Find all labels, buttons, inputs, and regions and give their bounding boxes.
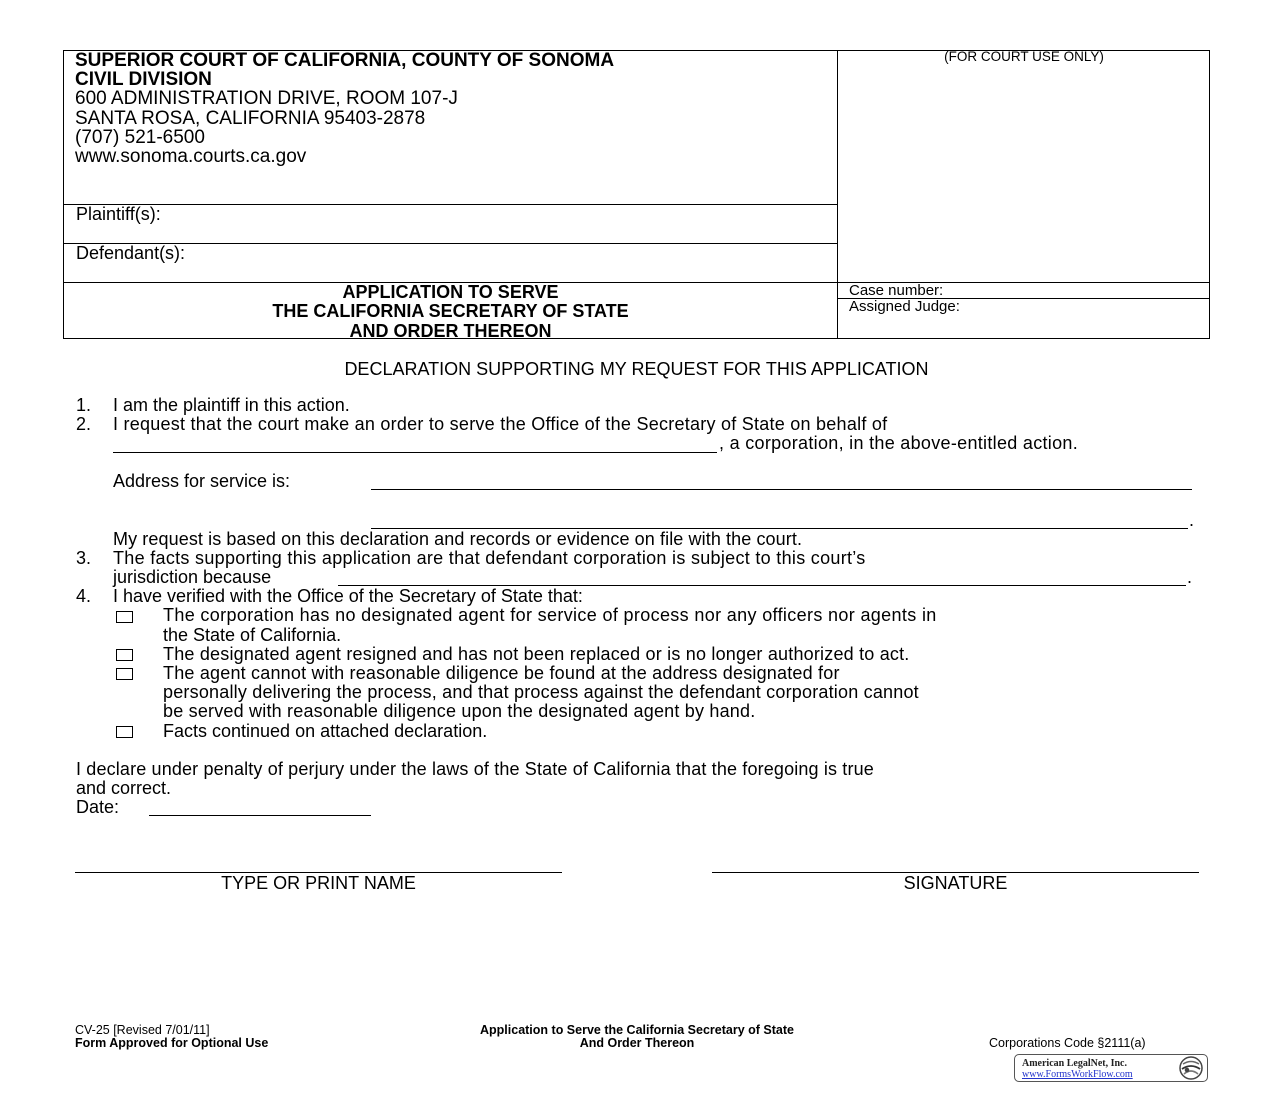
jurisdiction-period: . bbox=[1187, 567, 1193, 587]
defendant-label: Defendant(s): bbox=[76, 243, 186, 263]
declaration-heading: DECLARATION SUPPORTING MY REQUEST FOR THIS APPLICATION bbox=[344, 359, 929, 379]
item2-text: I request that the court make an order to serve the Office of the Secretary of State on behalf of bbox=[113, 414, 888, 434]
signature-label: SIGNATURE bbox=[903, 873, 1008, 893]
case-number-label: Case number: bbox=[849, 282, 944, 299]
item1-number: 1. bbox=[76, 395, 92, 415]
plaintiff-top-rule bbox=[63, 204, 838, 205]
badge-url[interactable]: www.FormsWorkFlow.com bbox=[1022, 1069, 1133, 1080]
item3-continuation: jurisdiction because bbox=[113, 567, 272, 587]
item3-text: The facts supporting this application are that defendant corporation is subject to this court’s bbox=[113, 548, 866, 568]
option3-line3: be served with reasonable diligence upon the designated agent by hand. bbox=[163, 701, 756, 721]
footer-title-line1: Application to Serve the California Secretary of State bbox=[480, 1023, 794, 1037]
item4-text: I have verified with the Office of the Secretary of State that: bbox=[113, 586, 583, 606]
assigned-judge-input[interactable] bbox=[1005, 300, 1204, 316]
print-name-input[interactable] bbox=[75, 853, 566, 872]
defendant-input[interactable] bbox=[235, 246, 824, 265]
court-phone: (707) 521-6500 bbox=[75, 127, 205, 148]
option1-line1: The corporation has no designated agent for service of process nor any officers nor agents in bbox=[163, 605, 937, 625]
form-title-line2: THE CALIFORNIA SECRETARY OF STATE bbox=[272, 301, 629, 321]
option3-line1: The agent cannot with reasonable diligence be found at the address designated for bbox=[163, 663, 840, 683]
item3-number: 3. bbox=[76, 548, 92, 568]
court-division: CIVIL DIVISION bbox=[75, 69, 212, 90]
form-approved-note: Form Approved for Optional Use bbox=[75, 1036, 269, 1050]
agent-resigned-checkbox[interactable] bbox=[116, 649, 133, 661]
date-input[interactable] bbox=[149, 797, 375, 816]
corporations-code: Corporations Code §2111(a) bbox=[989, 1036, 1146, 1050]
address-for-service-label: Address for service is: bbox=[113, 471, 291, 491]
jurisdiction-reason-input[interactable] bbox=[338, 567, 1193, 587]
corporation-name-line bbox=[113, 452, 717, 453]
court-website: www.sonoma.courts.ca.gov bbox=[75, 146, 307, 167]
legalnet-badge[interactable] bbox=[1014, 1054, 1208, 1082]
court-use-only-label: (FOR COURT USE ONLY) bbox=[944, 49, 1104, 64]
form-title-line3: AND ORDER THEREON bbox=[349, 321, 552, 341]
globe-icon bbox=[1178, 1055, 1204, 1081]
address-for-service-input-line2[interactable] bbox=[371, 510, 1195, 530]
case-number-input[interactable] bbox=[990, 283, 1204, 299]
form-number: CV-25 [Revised 7/01/11] bbox=[75, 1023, 210, 1037]
option4-line1: Facts continued on attached declaration. bbox=[163, 721, 488, 741]
date-rule bbox=[149, 815, 371, 816]
perjury-statement-line2: and correct. bbox=[76, 778, 172, 798]
no-agent-checkbox[interactable] bbox=[116, 611, 133, 623]
address-line2-period: . bbox=[1189, 510, 1195, 530]
court-address-line1: 600 ADMINISTRATION DRIVE, ROOM 107-J bbox=[75, 88, 458, 109]
court-address-line2: SANTA ROSA, CALIFORNIA 95403-2878 bbox=[75, 108, 426, 129]
form-title-line1: APPLICATION TO SERVE bbox=[342, 282, 559, 302]
option3-line2: personally delivering the process, and that process against the defendant corporation cannot bbox=[163, 682, 919, 702]
date-label: Date: bbox=[76, 797, 120, 817]
item4-number: 4. bbox=[76, 586, 92, 606]
print-name-label: TYPE OR PRINT NAME bbox=[221, 873, 416, 893]
footer-title-line2: And Order Thereon bbox=[579, 1036, 695, 1050]
signature-input[interactable] bbox=[712, 853, 1203, 872]
plaintiff-label: Plaintiff(s): bbox=[76, 204, 161, 224]
address-line1-rule bbox=[371, 489, 1192, 490]
item2-number: 2. bbox=[76, 414, 92, 434]
plaintiff-input[interactable] bbox=[200, 207, 824, 226]
agent-not-found-checkbox[interactable] bbox=[116, 668, 133, 680]
option1-line2: the State of California. bbox=[163, 625, 342, 645]
assigned-judge-label: Assigned Judge: bbox=[849, 298, 960, 315]
badge-name: American LegalNet, Inc. bbox=[1022, 1058, 1127, 1069]
perjury-statement-line1: I declare under penalty of perjury under the laws of the State of California that the foregoing is true bbox=[76, 759, 874, 779]
court-name: SUPERIOR COURT OF CALIFORNIA, COUNTY OF SONOMA bbox=[75, 50, 615, 71]
item2-continuation: , a corporation, in the above-entitled action. bbox=[719, 433, 1079, 453]
option2-line1: The designated agent resigned and has not been replaced or is no longer authorized to act. bbox=[163, 644, 910, 664]
item1-text: I am the plaintiff in this action. bbox=[113, 395, 350, 415]
facts-continued-checkbox[interactable] bbox=[116, 726, 133, 738]
address-for-service-input-line1[interactable] bbox=[371, 471, 1196, 490]
request-basis-text: My request is based on this declaration and records or evidence on file with the court. bbox=[113, 529, 803, 549]
corporation-name-input[interactable] bbox=[113, 434, 721, 453]
